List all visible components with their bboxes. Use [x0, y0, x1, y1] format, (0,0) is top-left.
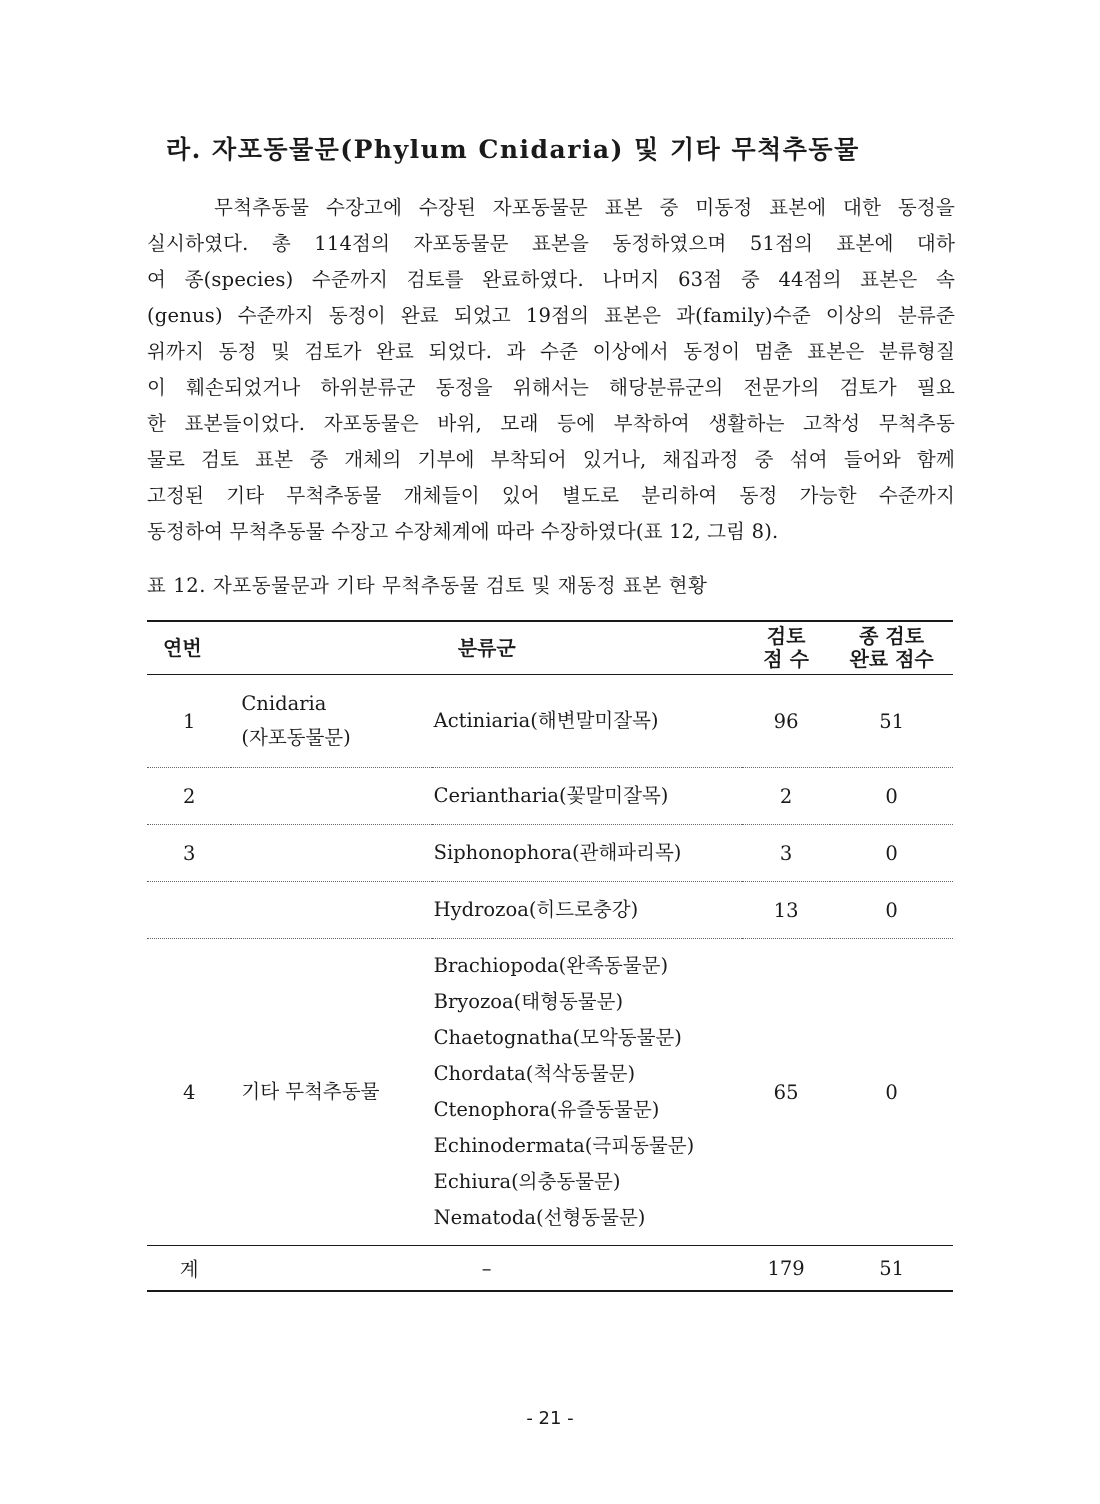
cell-taxon: Ceriantharia(꽃말미잘목) — [432, 768, 742, 825]
cell-reviewed: 65 — [742, 939, 830, 1246]
table-row — [147, 675, 953, 768]
cell-completed: 51 — [830, 675, 953, 768]
specimen-table — [147, 620, 953, 1292]
header-reviewed — [742, 621, 830, 675]
cell-completed: 0 — [830, 882, 953, 939]
header-completed — [830, 621, 953, 675]
total-completed: 51 — [830, 1246, 953, 1292]
cell-no: 2 — [147, 768, 231, 825]
body-paragraph — [147, 190, 955, 550]
cell-reviewed: 96 — [742, 675, 830, 768]
cell-taxon: Hydrozoa(히드로충강) — [432, 882, 742, 939]
table-total-row — [147, 1246, 953, 1292]
cell-taxon: Actiniaria(해변말미잘목) — [432, 675, 742, 768]
taxon-item: Nematoda(선형동물문) — [433, 1206, 646, 1229]
table-row — [147, 825, 953, 882]
header-completed-line1: 종 검토 — [859, 624, 925, 648]
cell-taxon-list — [432, 939, 742, 1246]
paragraph-line: 실시하였다. 총 114점의 자포동물문 표본을 동정하였으며 51점의 표본에 대하 — [147, 232, 955, 255]
taxon-item: Echinodermata(극피동물문) — [433, 1134, 695, 1157]
paragraph-line: 물로 검토 표본 중 개체의 기부에 부착되어 있거나, 채집과정 중 섞여 들어와 함께 — [147, 448, 955, 471]
cell-group — [231, 675, 431, 768]
taxon-item: Bryozoa(태형동물문) — [433, 990, 624, 1013]
paragraph-line: 무척추동물 수장고에 수장된 자포동물문 표본 중 미동정 표본에 대한 동정을 — [147, 196, 955, 219]
cell-group: 기타 무척추동물 — [231, 939, 431, 1246]
cell-no: 4 — [147, 939, 231, 1246]
cell-completed: 0 — [830, 939, 953, 1246]
taxon-item: Chaetognatha(모악동물문) — [433, 1026, 682, 1049]
paragraph-line: 이 훼손되었거나 하위분류군 동정을 위해서는 해당분류군의 전문가의 검토가 필요 — [147, 376, 955, 399]
table-row — [147, 768, 953, 825]
cell-reviewed: 13 — [742, 882, 830, 939]
cell-completed: 0 — [830, 768, 953, 825]
header-taxon: 분류군 — [231, 621, 742, 675]
table-row — [147, 939, 953, 1246]
cell-completed: 0 — [830, 825, 953, 882]
cell-taxon: Siphonophora(관해파리목) — [432, 825, 742, 882]
paragraph-line: (genus) 수준까지 동정이 완료 되었고 19점의 표본은 과(family)수준 이상의 분류준 — [147, 304, 955, 327]
paragraph-line: 고정된 기타 무척추동물 개체들이 있어 별도로 분리하여 동정 가능한 수준까지 — [147, 484, 955, 507]
header-no: 연번 — [147, 621, 231, 675]
cell-no: 3 — [147, 825, 231, 882]
header-reviewed-line2: 점 수 — [763, 647, 809, 671]
cell-no: 1 — [147, 675, 231, 768]
cell-group — [231, 825, 431, 882]
taxon-item: Echiura(의충동물문) — [433, 1170, 621, 1193]
total-taxon: – — [231, 1246, 742, 1292]
taxon-item: Brachiopoda(완족동물문) — [433, 954, 669, 977]
taxon-item: Ctenophora(유즐동물문) — [433, 1098, 660, 1121]
section-heading: 라. 자포동물문(Phylum Cnidaria) 및 기타 무척추동물 — [166, 135, 860, 164]
cell-no — [147, 882, 231, 939]
cell-reviewed: 3 — [742, 825, 830, 882]
page-number: - 21 - — [526, 1408, 574, 1429]
cell-group — [231, 768, 431, 825]
paragraph-line: 위까지 동정 및 검토가 완료 되었다. 과 수준 이상에서 동정이 멈춘 표본은 분류형질 — [147, 340, 955, 363]
paragraph-line: 동정하여 무척추동물 수장고 수장체계에 따라 수장하였다(표 12, 그림 8). — [147, 520, 779, 543]
table-row — [147, 882, 953, 939]
header-completed-line2: 완료 점수 — [849, 647, 934, 671]
cell-group-line1: Cnidaria — [241, 692, 327, 715]
paragraph-line: 한 표본들이었다. 자포동물은 바위, 모래 등에 부착하여 생활하는 고착성 무척추동 — [147, 412, 955, 435]
taxon-item: Chordata(척삭동물문) — [433, 1062, 636, 1085]
paragraph-line: 여 종(species) 수준까지 검토를 완료하였다. 나머지 63점 중 44점의 표본은 속 — [147, 268, 955, 291]
header-reviewed-line1: 검토 — [766, 624, 806, 648]
total-reviewed: 179 — [742, 1246, 830, 1292]
table-caption: 표 12. 자포동물문과 기타 무척추동물 검토 및 재동정 표본 현황 — [147, 574, 708, 597]
cell-group — [231, 882, 431, 939]
table-header-row — [147, 621, 953, 675]
total-label: 계 — [147, 1246, 231, 1292]
cell-group-line2: (자포동물문) — [241, 726, 351, 749]
cell-reviewed: 2 — [742, 768, 830, 825]
